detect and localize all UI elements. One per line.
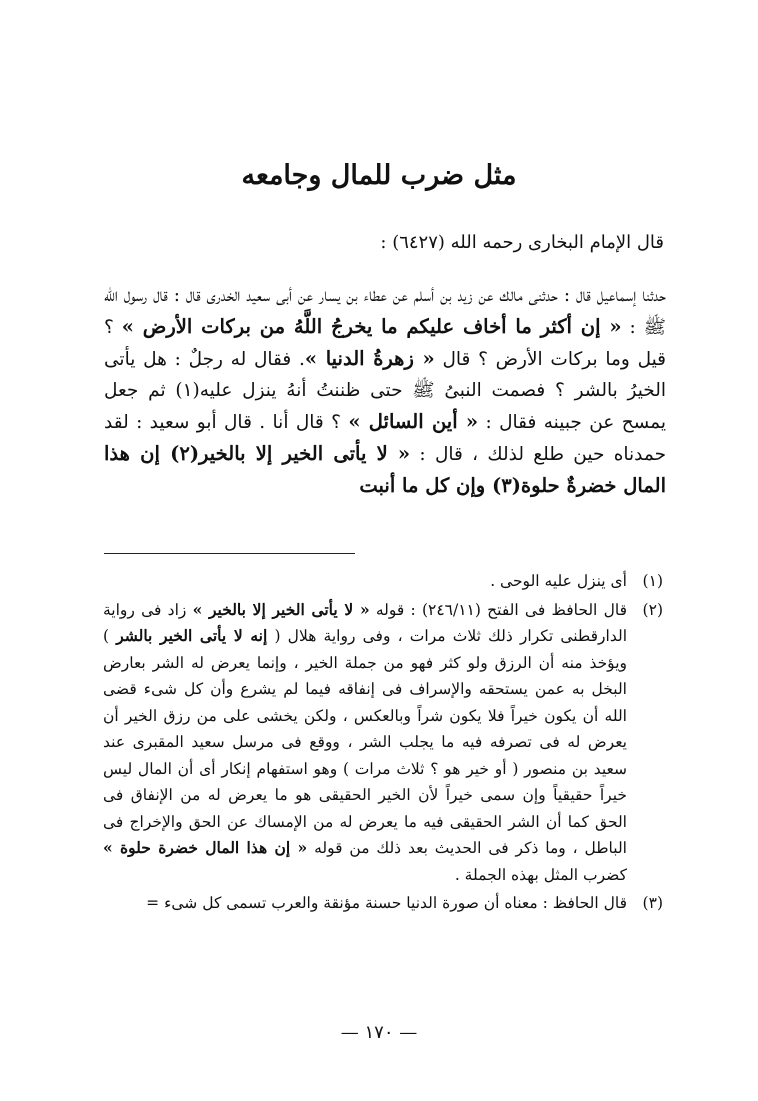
footnote-segment: ) ويؤخذ منه أن الرزق ولو كثر فهو من جملة الخير ، وإنما يعرض له الشر بعارض البخل به عمن يستحقه والإسراف فى إنفاقه فيما لم يشرع وأن كل شىء قضى الله أن يكون خيراً فلا يكون شراً وبالعكس ، ولكن يخشى على من رزق الخير أن يعرض له فى تصرفه فيه ما يجلب الشر ، ووقع فى مرسل سعيد المقبرى عند سعيد بن منصور ( أو خير هو ؟ ثلاث مرات ) وهو استفهام إنكار أى أن المال ليس خيراً حقيقياً وإن سمى خيراً لأن الخير الحقيقى هو ما يعرض له من الإنفاق فى الحق كما أن الشر الحقيقى فيه ما يعرض له من الإمساك عن الحق والإخراج فى الباطل ، وما ذكر فى الحديث بعد ذلك من قوله xyxy=(103,627,627,857)
footnote-segment: كضرب المثل بهذه الجملة . xyxy=(454,865,627,884)
footnote-3 xyxy=(103,890,663,917)
footnote-bold-segment: « لا يأتى الخير إلا بالخير » xyxy=(192,599,370,619)
footnote-segment: قال الحافظ فى الفتح (٢٤٦/١١) : قوله xyxy=(369,600,627,619)
footnote-2 xyxy=(103,597,663,889)
hadith-text-segment: ؟ قيل وما بركات الأرض ؟ قال xyxy=(104,317,667,370)
hadith-quote-3: « أين السائل » xyxy=(348,410,479,433)
hadith-intro: قال الإمام البخارى رحمه الله (٦٤٢٧) : xyxy=(380,232,664,253)
footnote-text xyxy=(103,568,627,595)
footnote-segment: زاد فى رواية الدارقطنى تكرار ذلك ثلاث مرات ، وفى رواية هلال ( xyxy=(103,600,627,645)
footnote-separator xyxy=(104,553,355,554)
footnote-bold-segment: إنه لا يأتى الخير بالشر xyxy=(116,626,268,645)
footnote-bold-segment: « إن هذا المال خضرة حلوة » xyxy=(103,838,308,857)
hadith-chain: حدثنا إسماعيل قال : حدثنى مالك عن زيد بن أسلم عن عطاء بن يسار عن أبى سعيد الخدرى قال : قال رسول الله ﷺ : xyxy=(104,285,667,338)
footnote-text xyxy=(103,597,627,889)
footnote-number: (١) xyxy=(642,572,663,590)
footnote-text xyxy=(103,890,627,917)
hadith-quote-1: « إن أكثر ما أخاف عليكم ما يخرجُ اللَّهُ من بركات الأرض » xyxy=(121,315,622,338)
chapter-title: مثل ضرب للمال وجامعه xyxy=(241,160,517,191)
hadith-quote-4: « لا يأتى الخير إلا بالخير(٢) إن هذا المال خضرةٌ حلوة(٣) وإن كل ما أنبت xyxy=(104,442,666,497)
footnote-number: (٢) xyxy=(642,600,663,619)
footnote-segment: قال الحافظ : معناه أن صورة الدنيا حسنة مؤنقة والعرب تسمى كل شىء = xyxy=(146,894,627,912)
footnote-1 xyxy=(103,568,663,595)
footnote-number: (٣) xyxy=(642,894,663,912)
hadith-text-segment: ؟ قال أنا . قال أبو سعيد : لقد حمدناه حين طلع لذلك ، قال : xyxy=(104,412,667,465)
footnote-segment: أى ينزل عليه الوحى . xyxy=(490,572,627,590)
hadith-text-segment: . فقال له رجلٌ : هل يأتى الخيرُ بالشر ؟ فصمت النبىُ ﷺ حتى ظننتُ أنهُ ينزل عليه(١) ثم جعل يمسح عن جبينه فقال : xyxy=(104,349,667,433)
footnotes xyxy=(103,568,663,919)
page-number: — ١٧٠ — xyxy=(340,1022,418,1043)
hadith-text xyxy=(104,280,666,502)
hadith-quote-2: « زهرةُ الدنيا » xyxy=(304,347,435,370)
